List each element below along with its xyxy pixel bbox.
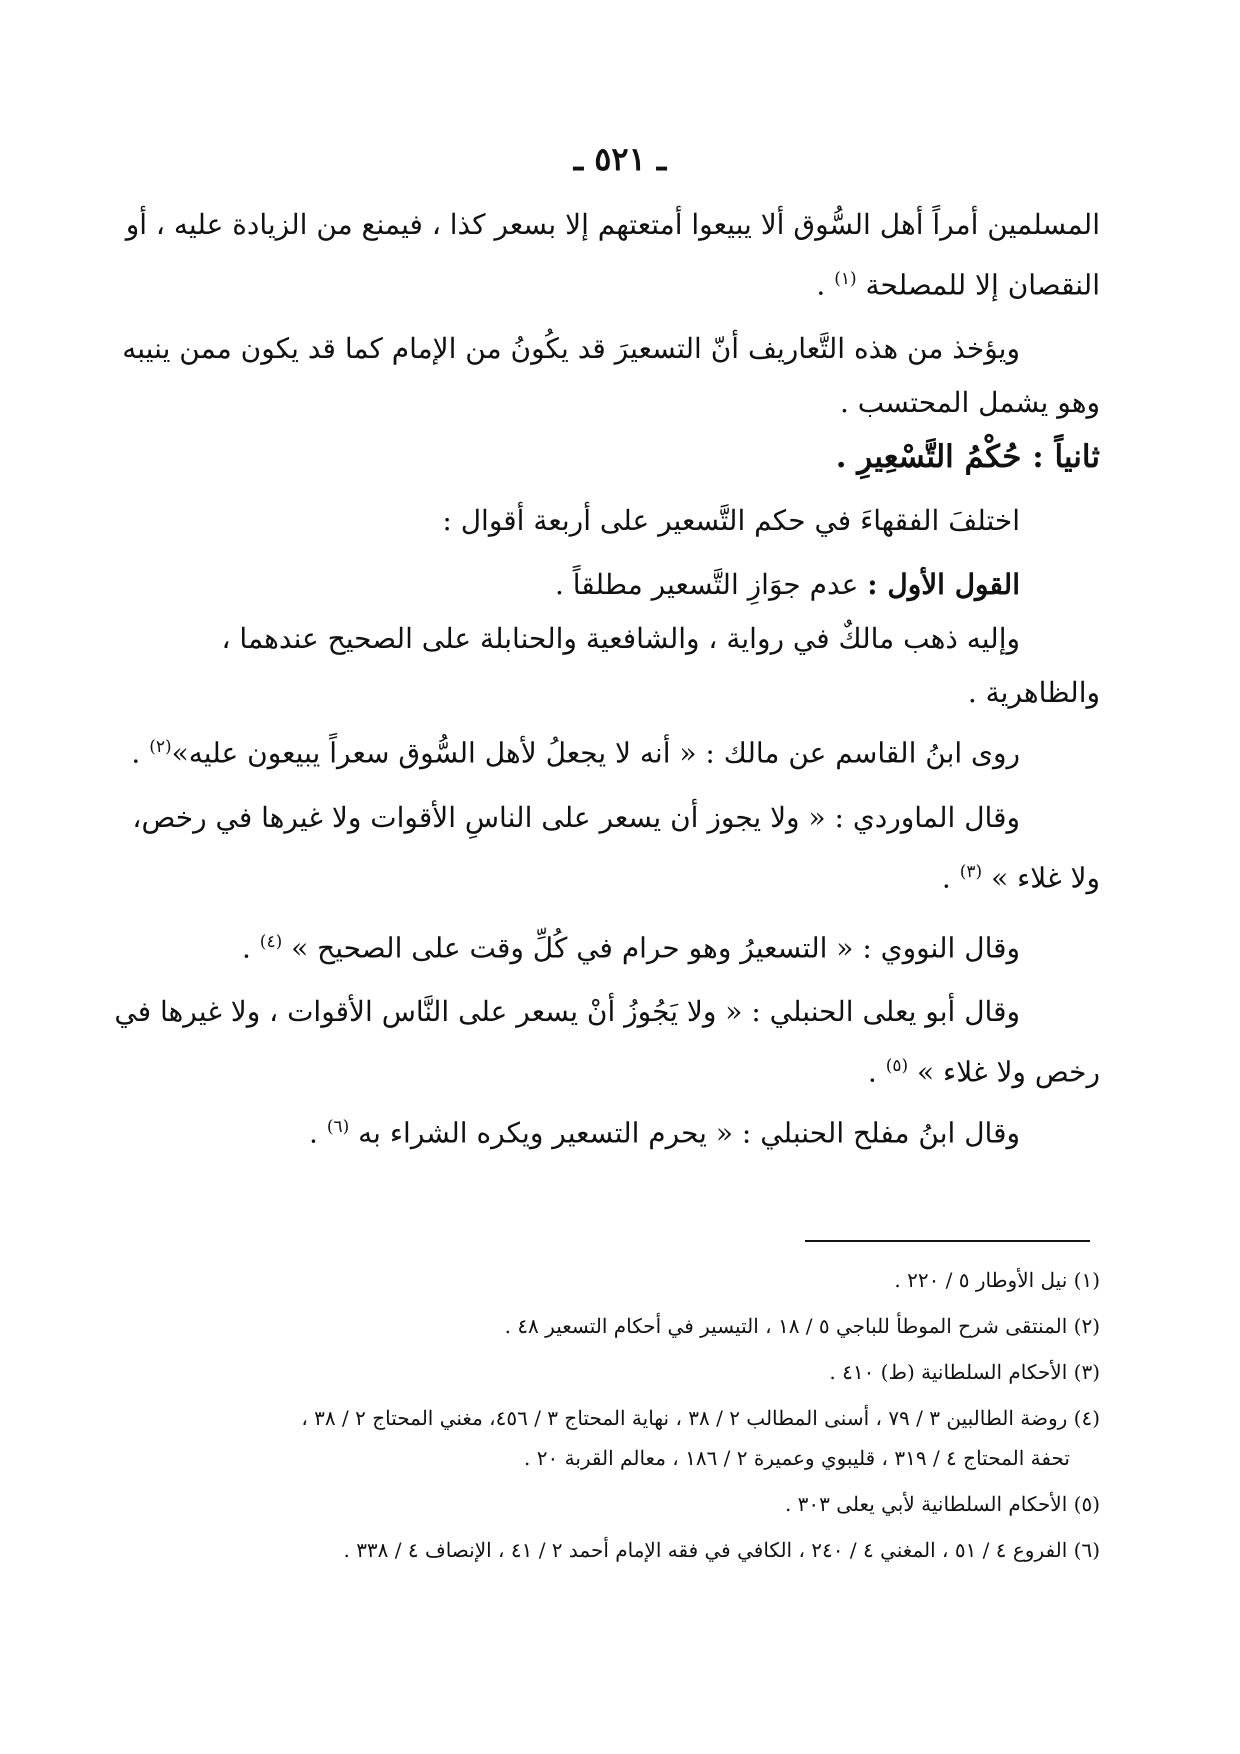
paragraph-8-line-2 [140, 1039, 1100, 1099]
footnote-4-line-1: (٤) روضة الطالبين ٣ / ٧٩ ، أسنى المطالب ٢ / ٣٨ ، نهاية المحتاج ٣ / ٤٥٦، مغني المحتاج ٢ / ٣٨ ، [301, 1406, 1100, 1430]
page-number: ـ ٥٢١ ـ [573, 140, 667, 178]
paragraph-9 [140, 1100, 1100, 1160]
paragraph-1-line-1: المسلمين أمراً أهل السُّوق ألا يبيعوا أمتعتهم إلا بسعر كذا ، فيمنع من الزيادة عليه ، أو [125, 208, 1100, 241]
footnote-1: (١) نيل الأوطار ٥ / ٢٢٠ . [894, 1268, 1100, 1292]
footnote-3: (٣) الأحكام السلطانية (ط) ٤١٠ . [829, 1360, 1100, 1384]
footnote-2: (٢) المنتقى شرح الموطأ للباجي ٥ / ١٨ ، التيسير في أحكام التسعير ٤٨ . [504, 1314, 1100, 1338]
paragraph-4-line-2: والظاهرية . [967, 676, 1100, 710]
footnote-5: (٥) الأحكام السلطانية لأبي يعلى ٣٠٣ . [784, 1492, 1100, 1516]
paragraph-3: اختلفَ الفقهاءَ في حكم التَّسعير على أربعة أقوال : [442, 504, 1020, 538]
paragraph-7 [140, 915, 1100, 975]
paragraph-5 [131, 720, 1100, 780]
paragraph-9-end: . [309, 1115, 327, 1149]
footnote-ref-3: (٣) [959, 861, 983, 882]
footnote-6: (٦) الفروع ٤ / ٥١ ، المغني ٤ / ٢٤٠ ، الكافي في فقه الإمام أحمد ٢ / ٤١ ، الإنصاف ٤ / ٣٣٨ . [343, 1538, 1100, 1562]
paragraph-7-end: . [241, 931, 260, 965]
paragraph-1-text: النقصان إلا للمصلحة [865, 268, 1100, 302]
main-text [114, 198, 1100, 1160]
paragraph-9-text: وقال ابنُ مفلح الحنبلي : « يحرم التسعير ويكره الشراء به [358, 1115, 1020, 1149]
first-opinion [140, 558, 1100, 612]
paragraph-2-line-1: ويؤخذ من هذه التَّعاريف أنّ التسعيرَ قد يكُونُ من الإمام كما قد يكون ممن ينيبه [122, 332, 1020, 366]
paragraph-7-text: وقال النووي : « التسعيرُ وهو حرام في كُلِّ وقت على الصحيح » [291, 931, 1020, 965]
footnote-ref-2: (٢) [149, 737, 172, 758]
paragraph-8-text: رخص ولا غلاء » [917, 1055, 1100, 1089]
paragraph-6-end: . [941, 860, 960, 894]
section-heading: ثانياً : حُكْمُ التَّسْعِيرِ . [835, 439, 1100, 476]
paragraph-1-end: . [816, 268, 835, 302]
footnote-separator [805, 1240, 1090, 1242]
paragraph-6-text: ولا غلاء » [991, 860, 1100, 894]
paragraph-4-line-1: وإليه ذهب مالكٌ في رواية ، والشافعية والحنابلة على الصحيح عندهما ، [221, 622, 1020, 656]
footnote-4-line-2: تحفة المحتاج ٤ / ٣١٩ ، قليبوي وعميرة ٢ / ١٨٦ ، معالم القربة ٢٠ . [524, 1446, 1070, 1470]
paragraph-1-line-2 [140, 252, 1100, 312]
paragraph-2-line-2: وهو يشمل المحتسب . [839, 386, 1100, 420]
first-opinion-label: القول الأول : [867, 568, 1020, 602]
paragraph-5-end: . [131, 736, 150, 770]
footnote-ref-5: (٥) [885, 1056, 909, 1077]
footnote-ref-6: (٦) [326, 1116, 350, 1137]
footnote-ref-1: (١) [834, 269, 857, 289]
footnote-ref-4: (٤) [259, 931, 283, 952]
first-opinion-text: عدم جوَازِ التَّسعير مطلقاً . [554, 568, 868, 602]
paragraph-8-line-1: وقال أبو يعلى الحنبلي : « ولا يَجُوزُ أنْ يسعر على النَّاس الأقوات ، ولا غيرها في [114, 995, 1020, 1029]
paragraph-6-line-2 [140, 845, 1100, 905]
paragraph-6-line-1: وقال الماوردي : « ولا يجوز أن يسعر على الناسِ الأقوات ولا غيرها في رخص، [132, 800, 1020, 834]
paragraph-5-text: روى ابنُ القاسم عن مالك : « أنه لا يجعلُ لأهل السُّوق سعراً يبيعون عليه» [171, 736, 1020, 770]
footnotes [130, 1262, 1100, 1578]
paragraph-8-end: . [867, 1055, 886, 1089]
